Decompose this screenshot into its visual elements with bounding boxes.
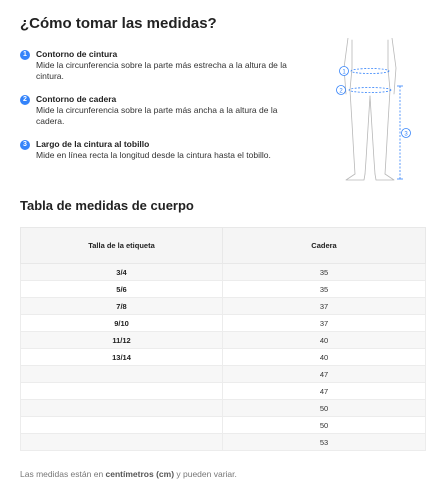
- hip-cell: 35: [223, 264, 426, 281]
- marker-hip: [337, 86, 346, 95]
- marker-label: 2: [339, 88, 343, 95]
- size-cell: [21, 417, 223, 434]
- table-row: [21, 434, 426, 451]
- table-row: [21, 383, 426, 400]
- table-row: [21, 264, 426, 281]
- step-number-badge: 1: [20, 50, 30, 60]
- legs-figure-icon: [330, 38, 420, 188]
- table-row: [21, 366, 426, 383]
- marker-label: 1: [342, 69, 346, 76]
- table-row: [21, 315, 426, 332]
- step-description: Mide la circunferencia sobre la parte más ancha a la altura de la cadera.: [36, 105, 278, 126]
- footnote-suffix: y pueden variar.: [174, 469, 237, 479]
- table-row: [21, 417, 426, 434]
- hip-cell: 35: [223, 281, 426, 298]
- table-row: [21, 298, 426, 315]
- size-cell: 7/8: [21, 298, 223, 315]
- size-cell: [21, 383, 223, 400]
- hip-cell: 53: [223, 434, 426, 451]
- marker-length: [402, 129, 411, 138]
- size-table-title: Tabla de medidas de cuerpo: [20, 198, 194, 213]
- size-cell: [21, 400, 223, 417]
- step-description: Mide en línea recta la longitud desde la cintura hasta el tobillo.: [36, 150, 271, 160]
- marker-label: 3: [404, 131, 408, 138]
- column-header-size: Talla de la etiqueta: [21, 228, 223, 264]
- step-number-badge: 3: [20, 140, 30, 150]
- size-cell: [21, 434, 223, 451]
- hip-cell: 37: [223, 315, 426, 332]
- footnote-prefix: Las medidas están en: [20, 469, 106, 479]
- column-header-hip: Cadera: [223, 228, 426, 264]
- size-cell: 9/10: [21, 315, 223, 332]
- table-row: [21, 332, 426, 349]
- table-row: [21, 349, 426, 366]
- step-title: Contorno de cintura: [36, 49, 118, 59]
- hip-cell: 50: [223, 400, 426, 417]
- hip-cell: 50: [223, 417, 426, 434]
- page-title: ¿Cómo tomar las medidas?: [20, 15, 217, 32]
- body-figure: [330, 38, 420, 188]
- footnote: [20, 469, 237, 479]
- hip-cell: 40: [223, 349, 426, 366]
- footnote-unit: centímetros (cm): [105, 469, 175, 479]
- size-cell: 3/4: [21, 264, 223, 281]
- hip-cell: 47: [223, 366, 426, 383]
- measurement-steps: [20, 48, 305, 172]
- hip-cell: 47: [223, 383, 426, 400]
- table-body: [21, 264, 426, 451]
- step-title: Contorno de cadera: [36, 94, 117, 104]
- hip-cell: 37: [223, 298, 426, 315]
- marker-waist: [340, 67, 349, 76]
- step-title: Largo de la cintura al tobillo: [36, 139, 150, 149]
- size-cell: 13/14: [21, 349, 223, 366]
- step-waist: [20, 48, 305, 82]
- size-table: [20, 227, 426, 451]
- table-row: [21, 281, 426, 298]
- step-hip: [20, 93, 305, 127]
- size-cell: 11/12: [21, 332, 223, 349]
- table-row: [21, 400, 426, 417]
- size-cell: 5/6: [21, 281, 223, 298]
- step-description: Mide la circunferencia sobre la parte más estrecha a la altura de la cintura.: [36, 60, 287, 81]
- table-header-row: [21, 228, 426, 264]
- step-waist-to-ankle: [20, 138, 305, 161]
- step-number-badge: 2: [20, 95, 30, 105]
- size-cell: [21, 366, 223, 383]
- hip-cell: 40: [223, 332, 426, 349]
